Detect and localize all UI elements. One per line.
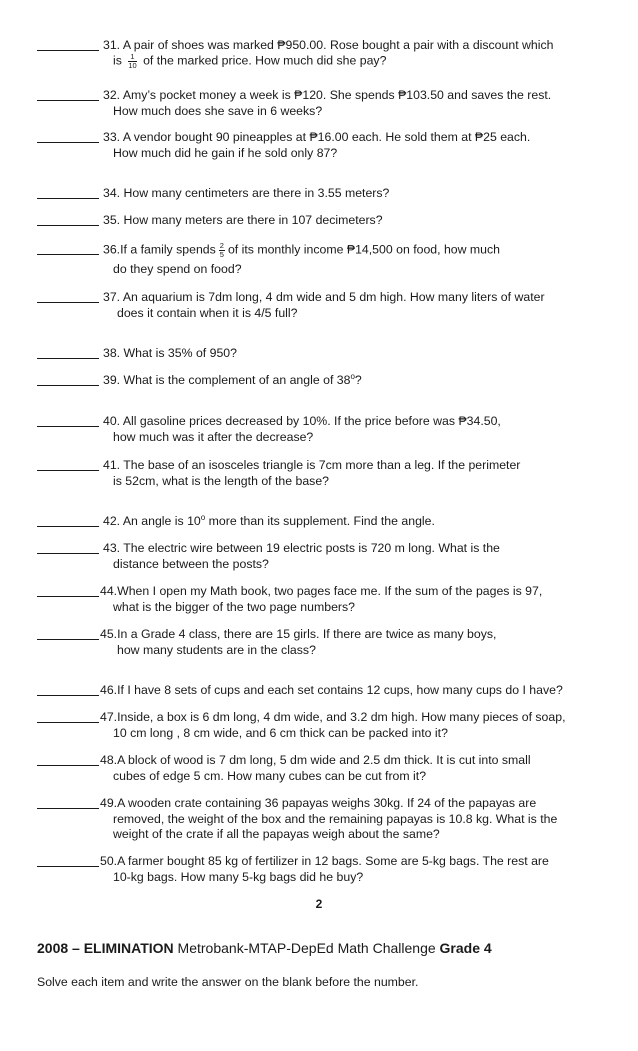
problem-text: 41. The base of an isosceles triangle is 7cm more than a leg. If the perimeter bbox=[103, 458, 521, 472]
answer-blank[interactable] bbox=[37, 470, 99, 471]
problem-text: 49.A wooden crate containing 36 papayas weighs 30kg. If 24 of the papayas are bbox=[100, 796, 537, 810]
problem-text-line2: 10 cm long , 8 cm wide, and 6 cm thick can be packed into it? bbox=[113, 725, 448, 740]
answer-blank[interactable] bbox=[37, 142, 99, 143]
answer-blank[interactable] bbox=[37, 254, 99, 255]
problem-text: 47.Inside, a box is 6 dm long, 4 dm wide, and 3.2 dm high. How many pieces of soap, bbox=[100, 710, 566, 724]
problem-text: 45.In a Grade 4 class, there are 15 girls. If there are twice as many boys, bbox=[100, 627, 497, 641]
problem-text-line2: how many students are in the class? bbox=[117, 642, 316, 657]
problem-text: 36.If a family spends $\frac{2}{5}$ of its monthly income ₱14,500 on food, how much bbox=[103, 241, 501, 259]
problem-text: 37. An aquarium is 7dm long, 4 dm wide and 5 dm high. How many liters of water bbox=[103, 290, 545, 304]
instructions: Solve each item and write the answer on the blank before the number. bbox=[37, 975, 419, 989]
problem-text-line2: How much did he gain if he sold only 87? bbox=[113, 145, 338, 160]
problem-text: 33. A vendor bought 90 pineapples at ₱16.00 each. He sold them at ₱25 each. bbox=[103, 130, 531, 144]
answer-blank[interactable] bbox=[37, 866, 99, 867]
answer-blank[interactable] bbox=[37, 385, 99, 386]
problem-text: 46.If I have 8 sets of cups and each set contains 12 cups, how many cups do I have? bbox=[100, 683, 563, 697]
problem-text: 42. An angle is 10$^o$ more than its supplement. Find the angle. bbox=[103, 513, 435, 528]
problem-text-line2: removed, the weight of the box and the remaining papayas is 10.8 kg. What is the bbox=[113, 811, 558, 826]
answer-blank[interactable] bbox=[37, 695, 99, 696]
answer-blank[interactable] bbox=[37, 639, 99, 640]
problem-text: 48.A block of wood is 7 dm long, 5 dm wide and 2.5 dm thick. It is cut into small bbox=[100, 753, 531, 767]
problem-text: 35. How many meters are there in 107 decimeters? bbox=[103, 213, 383, 227]
answer-blank[interactable] bbox=[37, 526, 99, 527]
fraction: $\frac{2}{5}$ bbox=[219, 241, 224, 259]
answer-blank[interactable] bbox=[37, 225, 99, 226]
problem-text-line2: How much does she save in 6 weeks? bbox=[113, 103, 323, 118]
problem-text-line2: do they spend on food? bbox=[113, 262, 242, 276]
answer-blank[interactable] bbox=[37, 553, 99, 554]
problem-text-line2: 10-kg bags. How many 5-kg bags did he buy? bbox=[113, 869, 364, 884]
problem-text: 40. All gasoline prices decreased by 10%. If the price before was ₱34.50, bbox=[103, 414, 501, 428]
problem-text-line2: distance between the posts? bbox=[113, 556, 269, 571]
problem-text-line2: does it contain when it is 4/5 full? bbox=[117, 305, 298, 320]
answer-blank[interactable] bbox=[37, 808, 99, 809]
problem-text-line2: is 52cm, what is the length of the base? bbox=[113, 473, 330, 488]
answer-blank[interactable] bbox=[37, 50, 99, 51]
answer-blank[interactable] bbox=[37, 100, 99, 101]
problem-text: 50.A farmer bought 85 kg of fertilizer in 12 bags. Some are 5-kg bags. The rest are bbox=[100, 854, 549, 868]
problem-text: 31. A pair of shoes was marked ₱950.00. Rose bought a pair with a discount which bbox=[103, 38, 554, 52]
problem-text-line3: weight of the crate if all the papayas weigh about the same? bbox=[113, 827, 440, 841]
answer-blank[interactable] bbox=[37, 426, 99, 427]
section-heading: 2008 – ELIMINATION Metrobank-MTAP-DepEd Math Challenge Grade 4 bbox=[37, 940, 492, 956]
problem-text: 39. What is the complement of an angle of 38$^o$? bbox=[103, 372, 362, 387]
answer-blank[interactable] bbox=[37, 765, 99, 766]
problem-text: 32. Amy’s pocket money a week is ₱120. She spends ₱103.50 and saves the rest. bbox=[103, 88, 552, 102]
problem-text: 38. What is 35% of 950? bbox=[103, 346, 237, 360]
answer-blank[interactable] bbox=[37, 722, 99, 723]
answer-blank[interactable] bbox=[37, 302, 99, 303]
problem-text-line2: how much was it after the decrease? bbox=[113, 429, 314, 444]
problem-text-line2: is $\frac{1}{10}$ of the marked price. How much did she pay? bbox=[113, 52, 387, 70]
answer-blank[interactable] bbox=[37, 198, 99, 199]
problem-text: 34. How many centimeters are there in 3.55 meters? bbox=[103, 186, 390, 200]
problem-text-line2: cubes of edge 5 cm. How many cubes can be cut from it? bbox=[113, 768, 427, 783]
answer-blank[interactable] bbox=[37, 358, 99, 359]
problem-text-line2: what is the bigger of the two page numbers? bbox=[113, 599, 355, 614]
fraction: $\frac{1}{10}$ bbox=[128, 52, 137, 70]
problem-text: 43. The electric wire between 19 electric posts is 720 m long. What is the bbox=[103, 541, 500, 555]
page-number: 2 bbox=[315, 897, 323, 911]
answer-blank[interactable] bbox=[37, 596, 99, 597]
problem-text: 44.When I open my Math book, two pages face me. If the sum of the pages is 97, bbox=[100, 584, 543, 598]
